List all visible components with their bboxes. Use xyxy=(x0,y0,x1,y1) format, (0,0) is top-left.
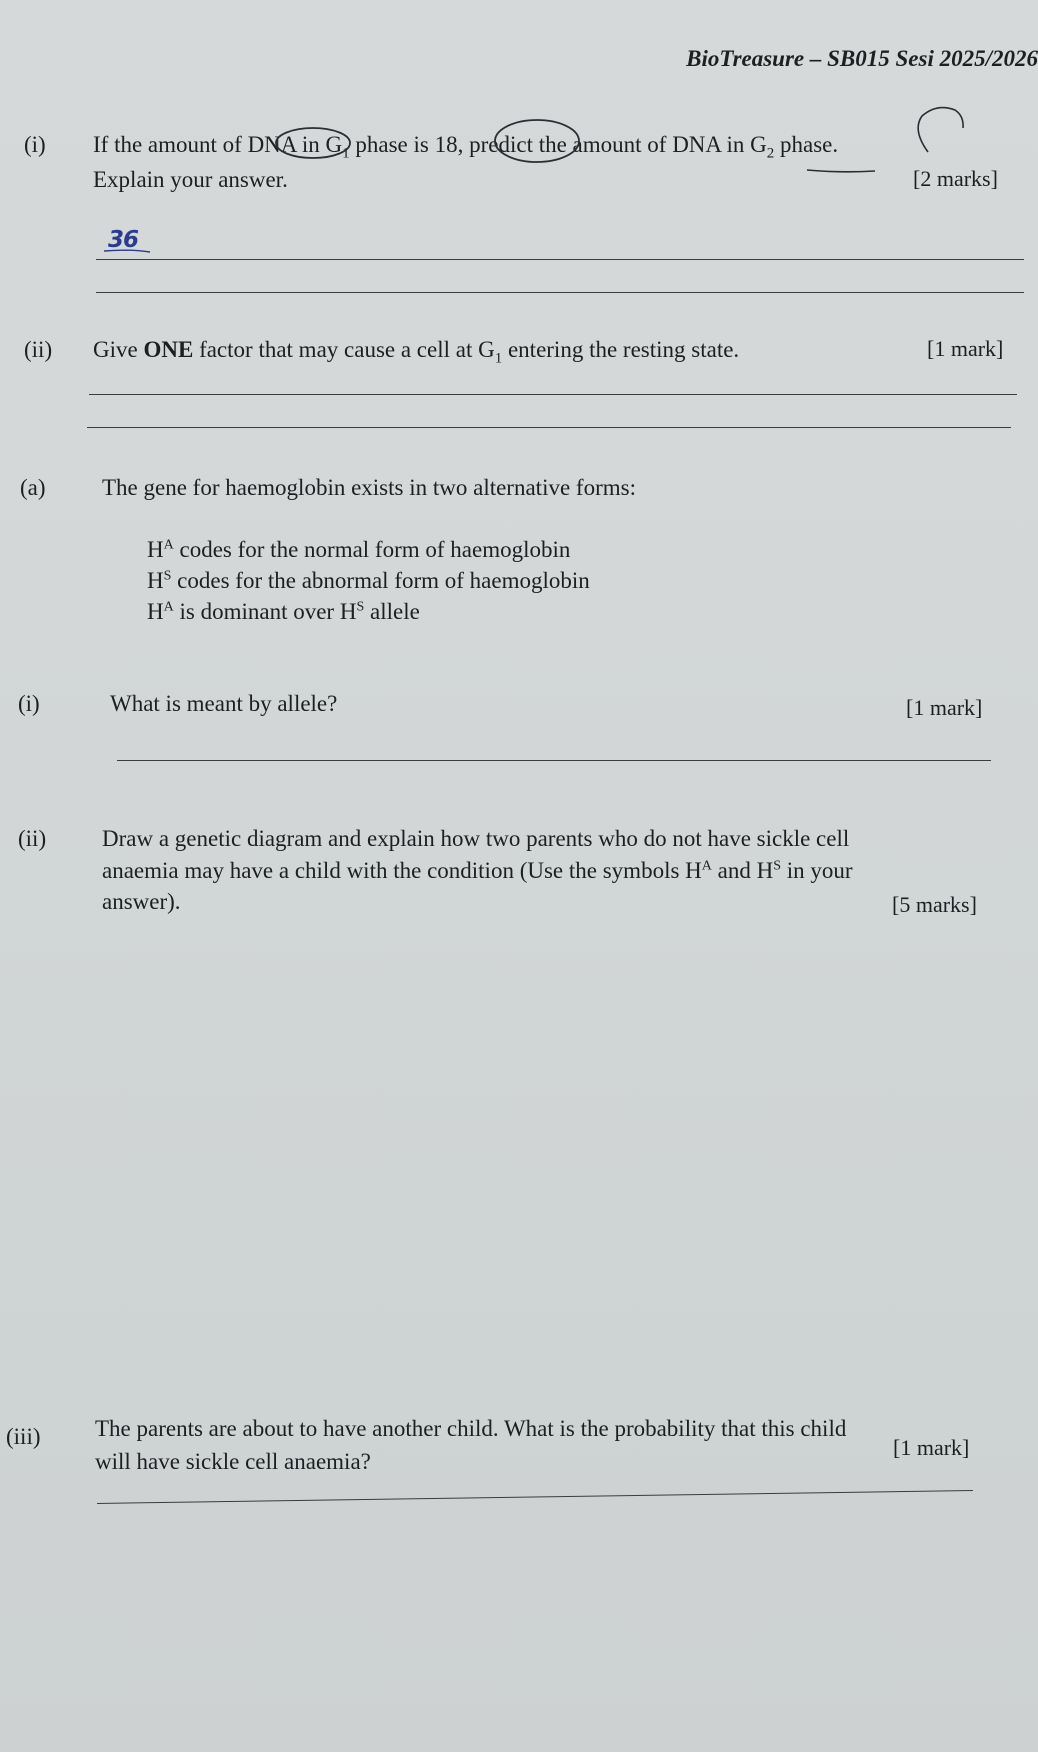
underline-mark-dna xyxy=(807,170,875,172)
question-i-line1: If the amount of DNA in $G_1$ phase is 18, predict the amount of DNA in $G_2$ phase. xyxy=(93,132,839,162)
question-i-line2: Explain your answer. xyxy=(93,167,288,192)
answer-line[interactable] xyxy=(97,1490,973,1504)
question-a-intro: The gene for haemoglobin exists in two alternative forms: xyxy=(102,475,636,500)
question-a-label: (a) xyxy=(20,475,46,500)
question-a-ii-marks: [5 marks] xyxy=(892,892,977,917)
question-a-i-marks: [1 mark] xyxy=(906,695,983,720)
question-a-i-text: What is meant by allele? xyxy=(110,691,338,716)
question-a-iii-marks: [1 mark] xyxy=(893,1435,970,1460)
circle-mark-g2 xyxy=(918,108,963,152)
question-a-iii-line2: will have sickle cell anaemia? xyxy=(95,1449,371,1474)
question-a-i-label: (i) xyxy=(18,691,40,716)
question-a-ii-line2: anaemia may have a child with the condition (Use the symbols $H^A$ and $H^S$ in your xyxy=(102,858,853,883)
question-a-ii-line3: answer). xyxy=(102,889,181,914)
handwritten-answer: 36 xyxy=(108,227,139,253)
question-ii-label: (ii) xyxy=(24,337,53,362)
question-a-iii-label: (iii) xyxy=(6,1424,41,1449)
answer-line[interactable] xyxy=(96,259,1024,260)
allele-dominance: $H^A$ is dominant over $H^S$ allele xyxy=(147,599,420,624)
answer-line[interactable] xyxy=(87,427,1011,428)
question-i-marks: [2 marks] xyxy=(913,166,998,191)
question-ii-marks: [1 mark] xyxy=(927,336,1004,361)
allele-definition-ha: $H^A$ codes for the normal form of haemoglobin xyxy=(147,537,571,562)
question-a-iii-line1: The parents are about to have another child. What is the probability that this child xyxy=(95,1416,847,1441)
allele-definition-hs: $H^S$ codes for the abnormal form of haemoglobin xyxy=(147,568,590,593)
page-header: BioTreasure – SB015 Sesi 2025/2026 xyxy=(686,46,1038,71)
question-ii-text: Give ONE factor that may cause a cell at $G_1$ entering the resting state. xyxy=(93,337,740,367)
question-a-ii-label: (ii) xyxy=(18,826,47,851)
answer-line[interactable] xyxy=(117,760,991,761)
answer-line[interactable] xyxy=(96,292,1024,293)
question-i-label: (i) xyxy=(24,132,46,157)
answer-line[interactable] xyxy=(89,394,1017,395)
question-a-ii-line1: Draw a genetic diagram and explain how two parents who do not have sickle cell xyxy=(102,826,850,851)
